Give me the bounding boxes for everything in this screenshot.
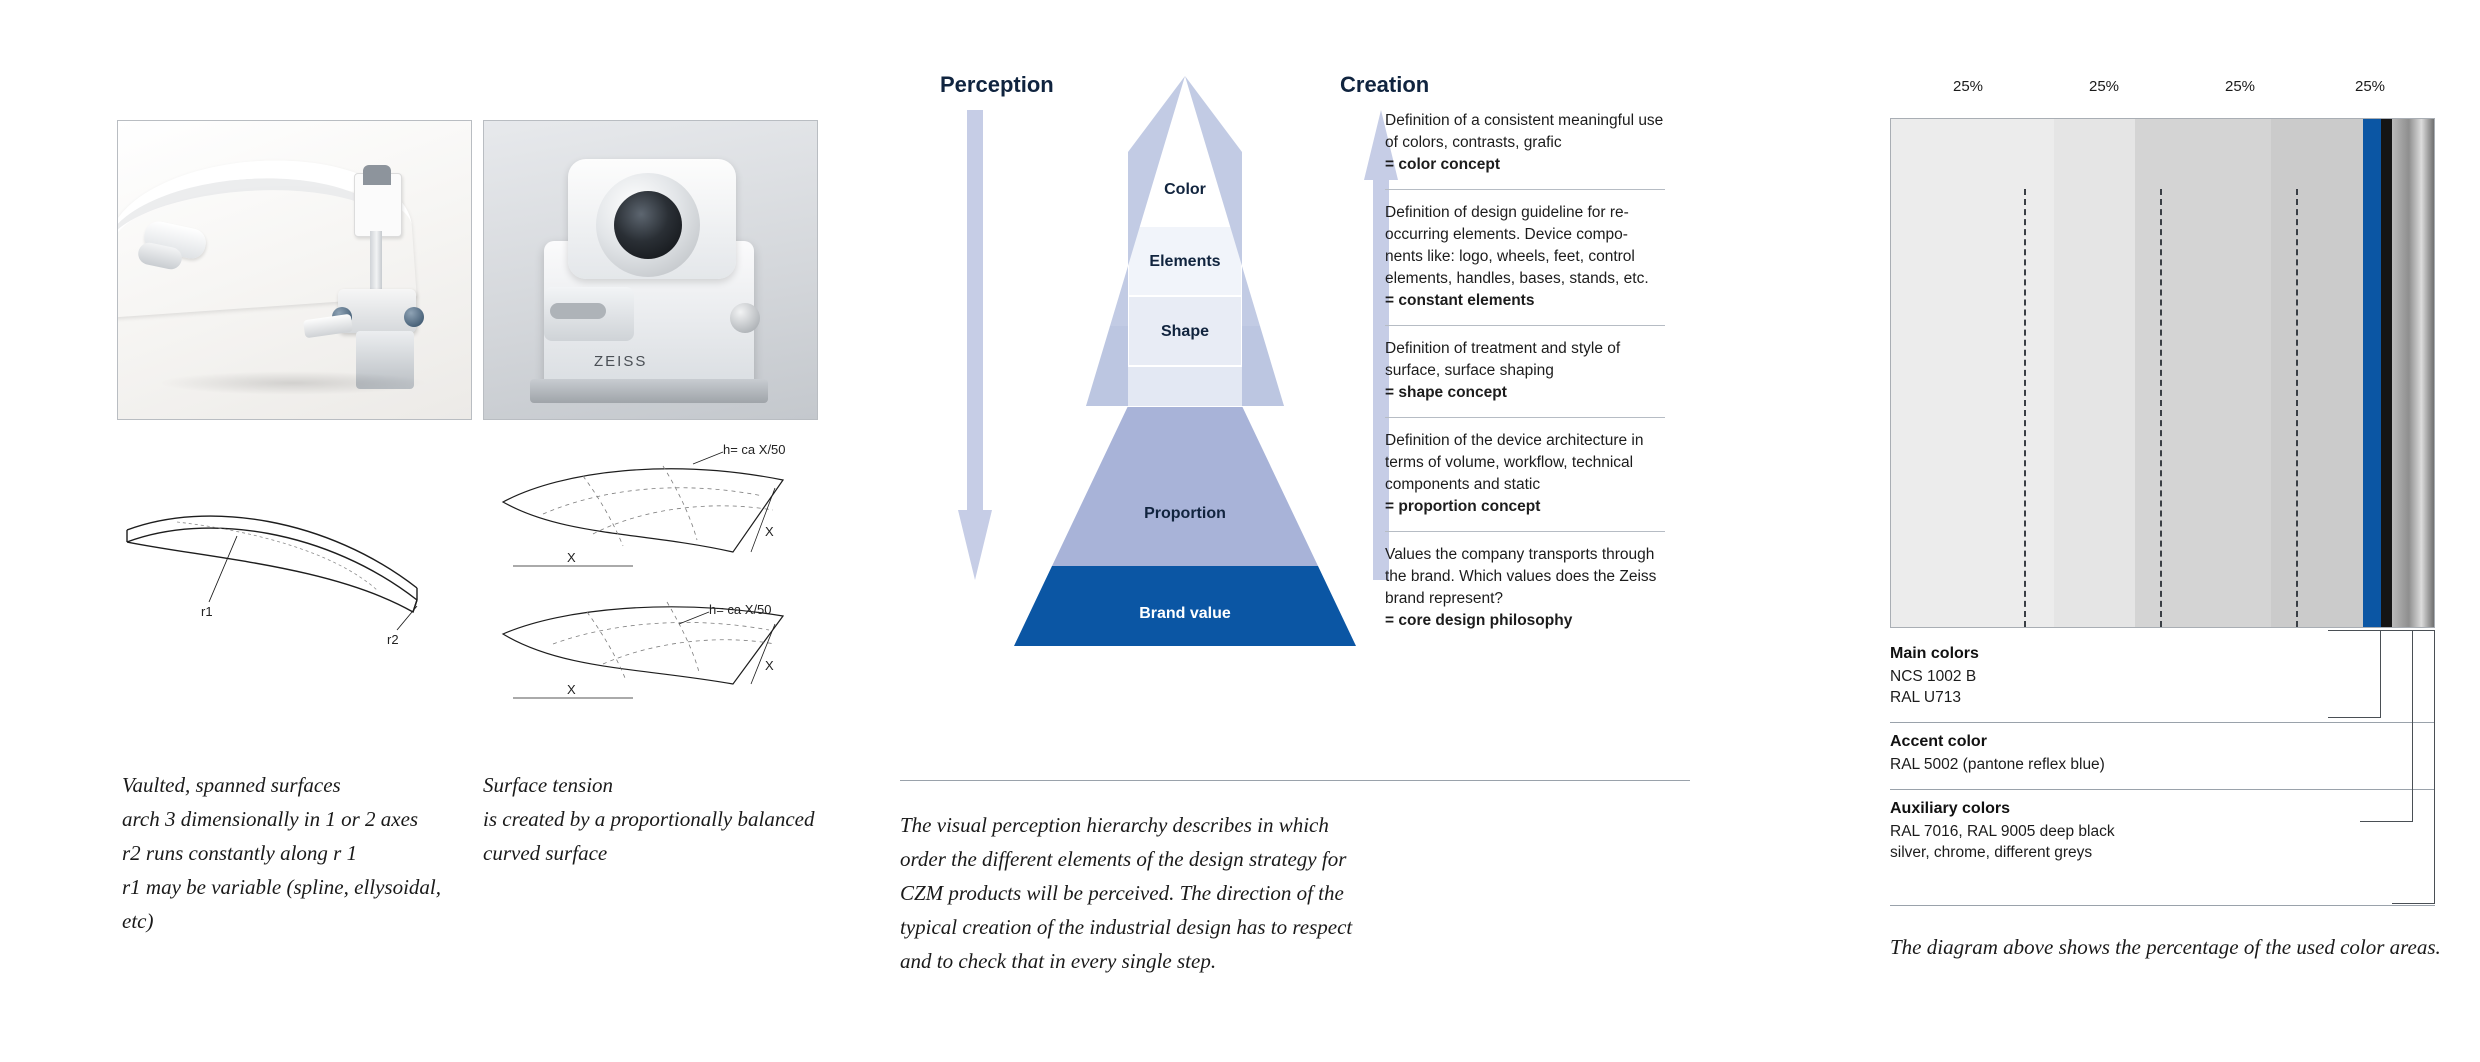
percent-label-3: 25% — [2224, 78, 2256, 95]
pyramid-band-shape-box — [1128, 366, 1242, 406]
sketch-label-x-bottom2: X — [765, 658, 774, 673]
pyramid-band-proportion — [1052, 406, 1318, 566]
legend-auxiliary-colors — [1890, 800, 2435, 877]
pyramid-label-brand-value: Brand value — [1139, 605, 1231, 622]
definition-color — [1385, 110, 1665, 190]
legend-main-colors-line-1: NCS 1002 B — [1890, 668, 1977, 685]
caption-left-line-3: r2 runs constantly along r 1 — [122, 841, 358, 865]
pyramid-diagram — [1010, 66, 1360, 706]
swatch-black-edge — [2381, 119, 2392, 627]
perception-header: Perception — [940, 72, 1054, 97]
legend-accent-color — [1890, 733, 2435, 790]
definition-shape — [1385, 338, 1665, 418]
sketch-label-x-top2: X — [765, 524, 774, 539]
definition-elements — [1385, 202, 1665, 326]
color-footnote: The diagram above shows the percentage of the used color areas. — [1890, 935, 2441, 959]
swatch-dark-grey — [2271, 119, 2363, 627]
sketch-label-x-bottom: X — [567, 682, 576, 697]
perception-arrow-down-icon — [958, 110, 992, 580]
percent-label-2: 25% — [2088, 78, 2120, 95]
arm-stem — [370, 231, 382, 291]
hierarchy-paragraph: The visual perception hierarchy describes in which order the different elements of the design strategy for CZM products will be perceived. The direction of the typical creation of the industrial design has to respect and to check that in every single step. — [900, 813, 1353, 973]
definition-proportion — [1385, 430, 1665, 532]
divider-dash-2 — [2160, 189, 2162, 627]
legend-accent-color-title: Accent color — [1890, 733, 1987, 750]
swatch-light-grey-2 — [2054, 119, 2135, 627]
definition-brand-value-text: Values the company transports through the brand. Which values does the Zeiss brand represent? — [1385, 546, 1657, 607]
percent-label-4: 25% — [2354, 78, 2386, 95]
sketch-label-r1: r1 — [201, 604, 213, 619]
definition-proportion-bold: = proportion concept — [1385, 498, 1541, 515]
legend-auxiliary-colors-line-2: silver, chrome, different greys — [1890, 844, 2093, 861]
photo-drop-shadow — [158, 371, 428, 395]
caption-right-line-1: Surface tension — [483, 773, 614, 797]
legend-auxiliary-colors-title: Auxiliary colors — [1890, 800, 2011, 817]
definition-color-bold: = color concept — [1385, 156, 1500, 173]
caption-left-line-2: arch 3 dimensionally in 1 or 2 axes — [122, 807, 419, 831]
pyramid-label-shape: Shape — [1160, 323, 1210, 340]
swatch-mid-grey — [2135, 119, 2271, 627]
caption-right-line-2: is created by a proportionally balanced — [483, 807, 815, 831]
slit-lamp-arm-photo — [117, 120, 472, 420]
legend-accent-color-line-1: RAL 5002 (pantone reflex blue) — [1890, 756, 2105, 773]
chinrest-pad — [550, 303, 606, 319]
sketch-label-r2: r2 — [387, 632, 399, 647]
pyramid-label-elements: Elements — [1149, 253, 1221, 270]
device-base — [530, 379, 768, 403]
percentage-row — [1890, 78, 2435, 104]
sketch-label-x-top: X — [567, 550, 576, 565]
color-area-diagram — [1890, 118, 2435, 628]
fundus-camera-photo — [483, 120, 818, 420]
zeiss-logo: ZEISS — [594, 353, 648, 370]
definition-shape-bold: = shape concept — [1385, 384, 1507, 401]
percent-label-1: 25% — [1952, 78, 1984, 95]
caption-right — [483, 768, 823, 870]
caption-left — [122, 768, 452, 938]
bracket-auxiliary-colors — [2392, 630, 2435, 904]
focus-knob — [730, 303, 760, 333]
knob-right — [404, 307, 424, 327]
divider-rule — [900, 780, 1690, 781]
color-areas-column — [1860, 0, 2480, 1062]
photos-and-sketches-column — [0, 0, 880, 1062]
definition-brand-value — [1385, 544, 1665, 645]
legend-main-colors-line-2: RAL U713 — [1890, 689, 1961, 706]
swatch-light-grey-1 — [1891, 119, 2054, 627]
arm-joint-cap — [363, 165, 391, 185]
caption-right-line-3: curved surface — [483, 841, 608, 865]
pyramid-label-color: Color — [1164, 181, 1206, 198]
definition-color-text: Definition of a consistent meaningful use of colors, contrasts, grafic — [1385, 112, 1664, 151]
divider-dash-3 — [2296, 189, 2298, 627]
pyramid-label-proportion: Proportion — [1144, 505, 1226, 522]
definitions-list — [1385, 110, 1665, 657]
divider-dash-1 — [2024, 189, 2026, 627]
definition-elements-bold: = constant elements — [1385, 292, 1535, 309]
caption-left-line-1: Vaulted, spanned surfaces — [122, 773, 341, 797]
lens-glass — [614, 191, 682, 259]
swatch-accent-blue — [2363, 119, 2380, 627]
legend-main-colors-title: Main colors — [1890, 645, 1979, 662]
sketch-label-h-bottom: h= ca X/50 — [709, 602, 772, 617]
footnote-divider — [1890, 905, 2435, 906]
definition-shape-text: Definition of treatment and style of surface, surface shaping — [1385, 340, 1621, 379]
swatch-photo-strip — [2392, 119, 2434, 627]
curved-surface-sketch — [117, 470, 477, 670]
pyramid-svg — [1010, 66, 1360, 706]
definition-proportion-text: Definition of the device architecture in terms of volume, workflow, technical components and static — [1385, 432, 1644, 493]
caption-left-line-4: r1 may be variable (spline, ellysoidal, etc) — [122, 875, 442, 933]
definition-elements-text: Definition of design guideline for re-occurring elements. Device compo-nents like: logo, wheels, feet, control elements, handles, bases, stands, etc. — [1385, 204, 1649, 287]
legend-auxiliary-colors-line-1: RAL 7016, RAL 9005 deep black — [1890, 823, 2115, 840]
sketch-label-h-top: h= ca X/50 — [723, 442, 786, 457]
definition-brand-value-bold: = core design philosophy — [1385, 612, 1573, 629]
perception-hierarchy-column — [900, 0, 1780, 1062]
creation-header: Creation — [1340, 72, 1430, 97]
surface-tension-sketch — [483, 440, 843, 730]
